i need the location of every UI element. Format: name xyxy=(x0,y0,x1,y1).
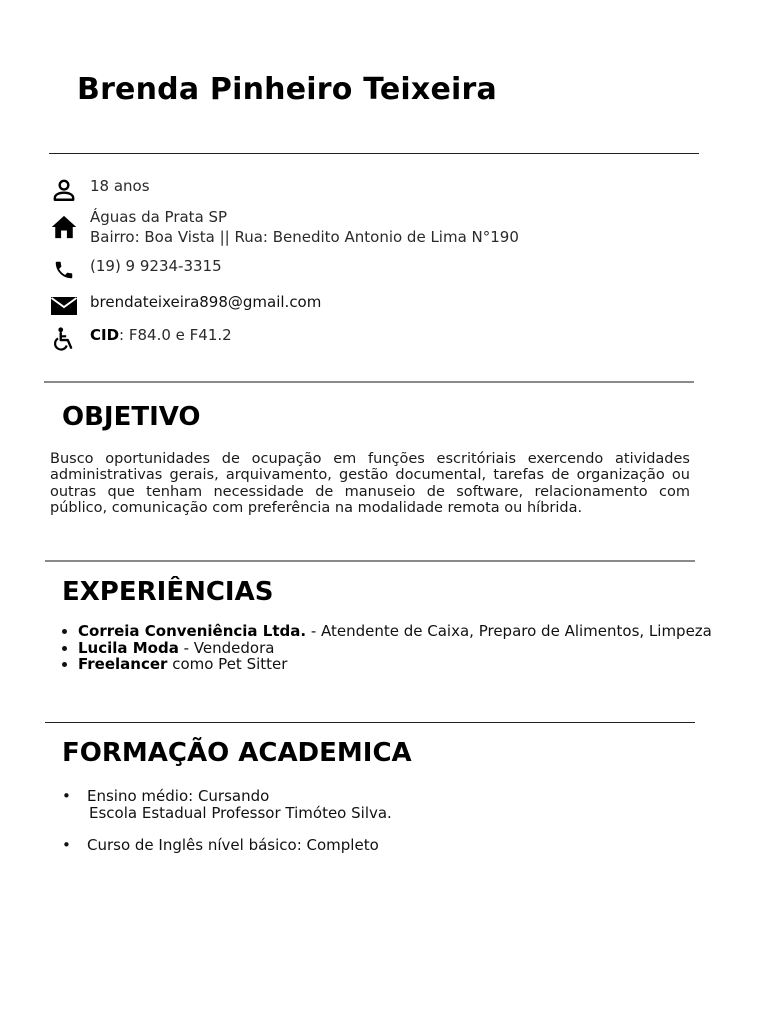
list-item xyxy=(62,837,702,854)
phone-text: (19) 9 9234-3315 xyxy=(90,257,222,275)
contact-address xyxy=(48,207,519,247)
accessibility-icon xyxy=(48,325,80,353)
divider-education xyxy=(45,722,695,723)
divider-objective xyxy=(44,381,694,383)
experience-title: EXPERIÊNCIAS xyxy=(62,577,274,607)
divider-header xyxy=(49,153,699,154)
contact-email xyxy=(48,292,321,320)
divider-experience xyxy=(45,560,695,562)
experience-list xyxy=(60,623,718,673)
resume-name: Brenda Pinheiro Teixeira xyxy=(77,72,497,107)
objective-text: Busco oportunidades de ocupação em funções escritóriais exercendo atividades administrativas gerais, arquivamento, gestão documental, tarefas de organização ou outras que tenham necessidade de manuseio de software, relacionamento com público, comunicação com preferência na modalidade remota ou híbrida. xyxy=(50,451,690,517)
contact-age xyxy=(48,176,150,204)
home-icon xyxy=(48,213,80,241)
bullet-icon: • xyxy=(62,787,71,805)
education-title: FORMAÇÃO ACADEMICA xyxy=(62,738,412,768)
education-line: Ensino médio: Cursando xyxy=(87,787,270,805)
list-item: • Freelancer como Pet Sitter xyxy=(78,656,718,673)
education-line: Escola Estadual Professor Timóteo Silva. xyxy=(89,804,392,822)
street-text: Bairro: Boa Vista || Rua: Benedito Antonio de Lima N°190 xyxy=(90,228,519,246)
bullet-icon: • xyxy=(62,836,71,854)
email-text: brendateixeira898@gmail.com xyxy=(90,293,322,311)
person-icon xyxy=(48,176,80,204)
cid-text: CID: F84.0 e F41.2 xyxy=(90,326,232,344)
list-item: • Correia Conveniência Ltda. - Atendente de Caixa, Preparo de Alimentos, Limpeza xyxy=(78,623,718,640)
city-text: Águas da Prata SP xyxy=(90,208,228,226)
phone-icon xyxy=(48,256,80,284)
education-line: Curso de Inglês nível básico: Completo xyxy=(87,836,379,854)
mail-icon xyxy=(48,292,80,320)
list-item: • Lucila Moda - Vendedora xyxy=(78,640,718,657)
list-item xyxy=(62,788,702,822)
address-block xyxy=(90,207,519,247)
contact-phone xyxy=(48,256,222,284)
objective-title: OBJETIVO xyxy=(62,402,201,432)
contact-cid xyxy=(48,325,232,353)
age-text: 18 anos xyxy=(90,177,150,195)
